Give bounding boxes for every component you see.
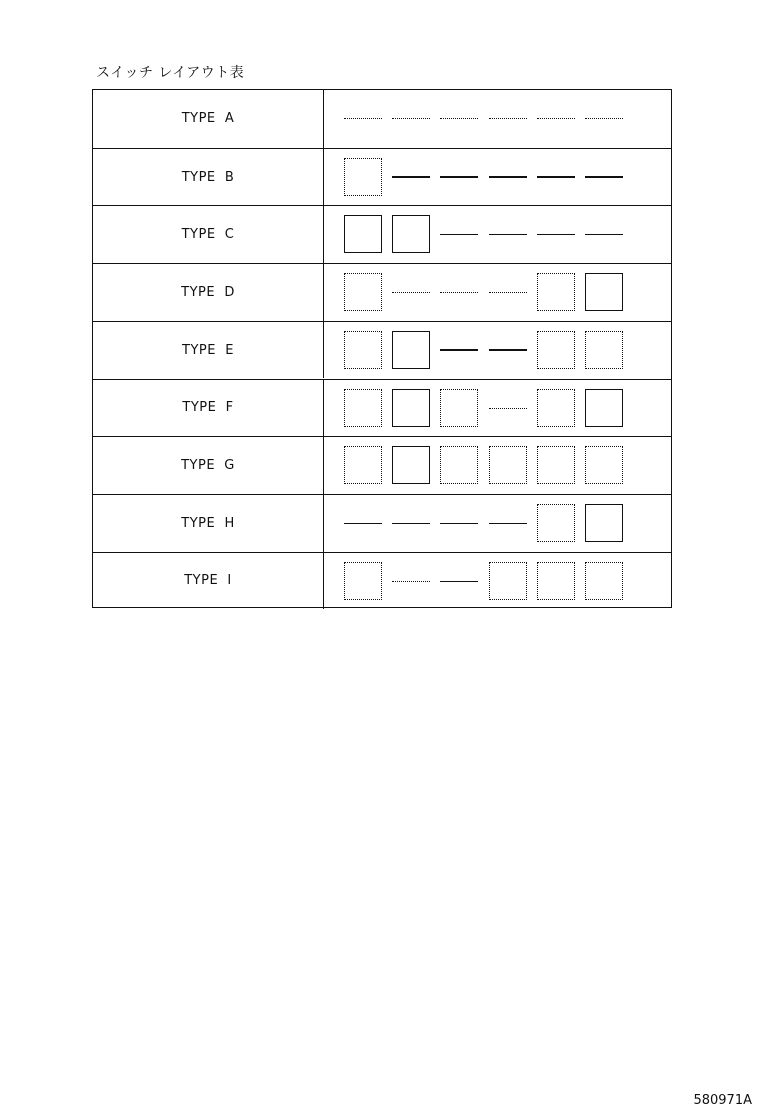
- slot: [344, 553, 382, 610]
- switch-layout-cell: [344, 553, 634, 610]
- blank-position-line: [440, 234, 478, 235]
- type-label: TYPE E: [182, 342, 234, 358]
- table-row: [93, 379, 671, 437]
- slot: [537, 90, 575, 148]
- slot: [585, 264, 623, 321]
- slot: [489, 206, 527, 263]
- slot: [440, 437, 478, 494]
- blank-position-line: [489, 523, 527, 524]
- blank-position-line: [440, 581, 478, 582]
- slot: [440, 264, 478, 321]
- switch-box: [344, 331, 382, 369]
- switch-box: [537, 446, 575, 484]
- switch-box: [344, 389, 382, 427]
- slot: [440, 553, 478, 610]
- switch-box: [585, 331, 623, 369]
- switch-box: [440, 446, 478, 484]
- slot: [344, 149, 382, 206]
- blank-position-line: [392, 581, 430, 582]
- switch-box: [537, 331, 575, 369]
- switch-box: [585, 562, 623, 600]
- switch-layout-cell: [344, 90, 634, 148]
- switch-layout-cell: [344, 322, 634, 379]
- slot: [489, 264, 527, 321]
- blank-position-line: [440, 176, 478, 178]
- slot: [537, 322, 575, 379]
- slot: [537, 380, 575, 437]
- figure-code: 580971A: [693, 1093, 752, 1108]
- slot: [489, 322, 527, 379]
- switch-box: [392, 446, 430, 484]
- type-label: TYPE A: [181, 111, 235, 127]
- type-label: TYPE F: [182, 400, 234, 416]
- table-row: [93, 263, 671, 321]
- slot: [392, 149, 430, 206]
- page-title: スイッチ レイアウト表: [96, 65, 245, 81]
- type-label: TYPE I: [184, 573, 232, 589]
- slot: [585, 149, 623, 206]
- slot: [392, 206, 430, 263]
- switch-box: [537, 504, 575, 542]
- column-divider: [323, 553, 324, 610]
- switch-box: [537, 273, 575, 311]
- table-row: [93, 436, 671, 494]
- switch-box: [489, 446, 527, 484]
- blank-position-line: [392, 292, 430, 293]
- switch-box: [585, 446, 623, 484]
- blank-position-line: [585, 118, 623, 119]
- switch-box: [440, 389, 478, 427]
- blank-position-line: [344, 118, 382, 119]
- blank-position-line: [537, 176, 575, 178]
- blank-position-line: [440, 523, 478, 524]
- slot: [489, 149, 527, 206]
- blank-position-line: [537, 118, 575, 119]
- slot: [392, 380, 430, 437]
- blank-position-line: [392, 176, 430, 178]
- slot: [440, 206, 478, 263]
- switch-box: [344, 215, 382, 253]
- switch-box: [344, 273, 382, 311]
- slot: [537, 206, 575, 263]
- slot: [440, 380, 478, 437]
- blank-position-line: [489, 176, 527, 178]
- slot: [585, 553, 623, 610]
- slot: [392, 553, 430, 610]
- switch-layout-cell: [344, 206, 634, 263]
- table-row: [93, 494, 671, 552]
- blank-position-line: [489, 408, 527, 409]
- blank-position-line: [537, 234, 575, 235]
- column-divider: [323, 149, 324, 206]
- blank-position-line: [344, 523, 382, 524]
- slot: [392, 495, 430, 552]
- slot: [537, 437, 575, 494]
- slot: [344, 322, 382, 379]
- slot: [585, 322, 623, 379]
- slot: [489, 495, 527, 552]
- switch-box: [392, 331, 430, 369]
- slot: [489, 90, 527, 148]
- slot: [537, 553, 575, 610]
- slot: [585, 495, 623, 552]
- switch-layout-cell: [344, 437, 634, 494]
- slot: [344, 495, 382, 552]
- slot: [392, 264, 430, 321]
- switch-box: [392, 389, 430, 427]
- table-row: [93, 148, 671, 206]
- slot: [489, 553, 527, 610]
- switch-box: [489, 562, 527, 600]
- switch-box: [392, 215, 430, 253]
- switch-box: [585, 504, 623, 542]
- table-row: [93, 90, 671, 148]
- blank-position-line: [489, 118, 527, 119]
- blank-position-line: [489, 349, 527, 351]
- switch-box: [344, 446, 382, 484]
- column-divider: [323, 437, 324, 494]
- column-divider: [323, 495, 324, 552]
- slot: [392, 322, 430, 379]
- switch-box: [344, 158, 382, 196]
- slot: [392, 437, 430, 494]
- slot: [440, 495, 478, 552]
- slot: [585, 206, 623, 263]
- type-label: TYPE B: [181, 169, 235, 185]
- blank-position-line: [440, 349, 478, 351]
- slot: [344, 206, 382, 263]
- type-label: TYPE G: [181, 458, 235, 474]
- switch-box: [537, 562, 575, 600]
- type-label: TYPE H: [181, 515, 235, 531]
- table-row: [93, 321, 671, 379]
- blank-position-line: [585, 234, 623, 235]
- switch-box: [344, 562, 382, 600]
- slot: [537, 264, 575, 321]
- blank-position-line: [585, 176, 623, 178]
- slot: [344, 437, 382, 494]
- slot: [440, 149, 478, 206]
- switch-layout-table: [92, 89, 672, 608]
- slot: [344, 264, 382, 321]
- slot: [344, 90, 382, 148]
- switch-layout-cell: [344, 264, 634, 321]
- slot: [489, 437, 527, 494]
- column-divider: [323, 322, 324, 379]
- slot: [537, 495, 575, 552]
- slot: [440, 322, 478, 379]
- column-divider: [323, 206, 324, 263]
- column-divider: [323, 90, 324, 148]
- blank-position-line: [489, 292, 527, 293]
- slot: [537, 149, 575, 206]
- blank-position-line: [440, 118, 478, 119]
- slot: [344, 380, 382, 437]
- switch-box: [585, 389, 623, 427]
- column-divider: [323, 264, 324, 321]
- column-divider: [323, 380, 324, 437]
- switch-layout-cell: [344, 149, 634, 206]
- slot: [585, 90, 623, 148]
- slot: [392, 90, 430, 148]
- switch-box: [585, 273, 623, 311]
- slot: [585, 437, 623, 494]
- switch-box: [537, 389, 575, 427]
- type-label: TYPE C: [181, 227, 235, 243]
- blank-position-line: [392, 523, 430, 524]
- blank-position-line: [489, 234, 527, 235]
- blank-position-line: [440, 292, 478, 293]
- switch-layout-cell: [344, 495, 634, 552]
- slot: [440, 90, 478, 148]
- slot: [585, 380, 623, 437]
- switch-layout-cell: [344, 380, 634, 437]
- blank-position-line: [392, 118, 430, 119]
- table-row: [93, 552, 671, 610]
- table-row: [93, 205, 671, 263]
- type-label: TYPE D: [181, 284, 235, 300]
- slot: [489, 380, 527, 437]
